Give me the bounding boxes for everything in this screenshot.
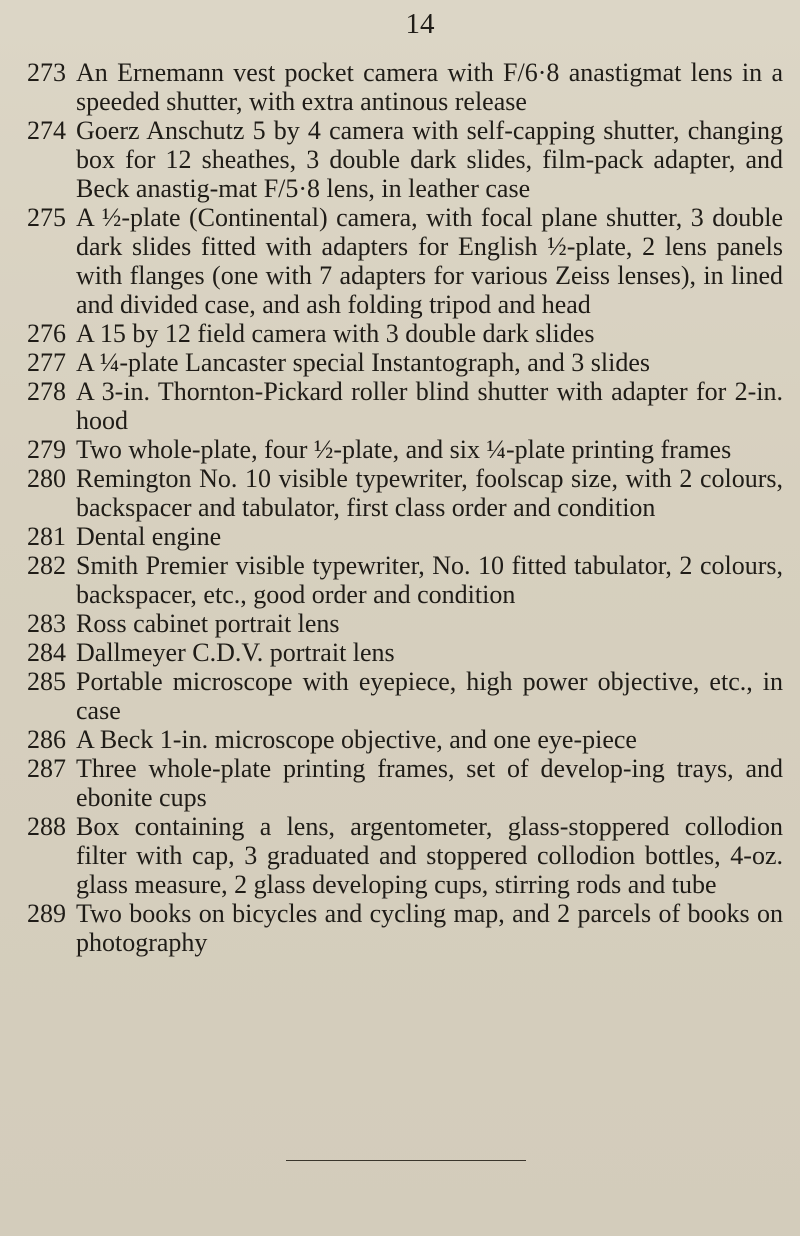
lot-number: 277 xyxy=(27,348,66,377)
lot-description: Dallmeyer C.D.V. portrait lens xyxy=(76,638,395,667)
lot-number: 282 xyxy=(27,551,66,580)
lot-number: 281 xyxy=(27,522,66,551)
lot-entry xyxy=(6,638,791,667)
lot-entry xyxy=(6,725,791,754)
lot-entry xyxy=(6,319,791,348)
lot-entry xyxy=(6,551,791,609)
lot-description: Portable microscope with eyepiece, high power objective, etc., in case xyxy=(76,667,783,725)
lot-number: 285 xyxy=(27,667,66,696)
lot-entry xyxy=(6,348,791,377)
lot-entry xyxy=(6,377,791,435)
lot-entry xyxy=(6,899,791,957)
lot-description: Two books on bicycles and cycling map, and 2 parcels of books on photography xyxy=(76,899,783,957)
lot-number: 284 xyxy=(27,638,66,667)
lot-description: Dental engine xyxy=(76,522,222,551)
lot-entry xyxy=(6,58,791,116)
lot-description: Ross cabinet portrait lens xyxy=(76,609,340,638)
lot-number: 287 xyxy=(27,754,66,783)
lot-entry xyxy=(6,812,791,899)
lot-number: 286 xyxy=(27,725,66,754)
lot-entry xyxy=(6,754,791,812)
lot-entry xyxy=(6,116,791,203)
lot-list xyxy=(6,58,791,957)
lot-number: 276 xyxy=(27,319,66,348)
lot-entry xyxy=(6,609,791,638)
lot-description: A Beck 1-in. microscope objective, and one eye-piece xyxy=(76,725,637,754)
lot-number: 278 xyxy=(27,377,66,406)
lot-description: Goerz Anschutz 5 by 4 camera with self-capping shutter, changing box for 12 sheathes, 3 double dark slides, film-pack adapter, and Beck anastig-mat F/5·8 lens, in leather case xyxy=(76,116,783,203)
lot-description: Two whole-plate, four ½-plate, and six ¼-plate printing frames xyxy=(76,435,732,464)
lot-number: 280 xyxy=(27,464,66,493)
lot-number: 274 xyxy=(27,116,66,145)
lot-entry xyxy=(6,435,791,464)
lot-description: A ½-plate (Continental) camera, with focal plane shutter, 3 double dark slides fitted with adapters for English ½-plate, 2 lens panels with flanges (one with 7 adapters for various Zeiss lenses), in lined and divided case, and ash folding tripod and head xyxy=(76,203,783,319)
lot-description: Three whole-plate printing frames, set of develop-ing trays, and ebonite cups xyxy=(76,754,783,812)
lot-description: Box containing a lens, argentometer, glass-stoppered collodion filter with cap, 3 graduated and stoppered collodion bottles, 4-oz. glass measure, 2 glass developing cups, stirring rods and tube xyxy=(76,812,783,899)
lot-description: Remington No. 10 visible typewriter, foolscap size, with 2 colours, backspacer and tabulator, first class order and condition xyxy=(76,464,783,522)
lot-number: 275 xyxy=(27,203,66,232)
lot-number: 289 xyxy=(27,899,66,928)
lot-description: A ¼-plate Lancaster special Instantograph, and 3 slides xyxy=(76,348,650,377)
closing-rule xyxy=(286,1160,526,1161)
lot-number: 279 xyxy=(27,435,66,464)
lot-number: 273 xyxy=(27,58,66,87)
lot-description: Smith Premier visible typewriter, No. 10 fitted tabulator, 2 colours, backspacer, etc., good order and condition xyxy=(76,551,783,609)
lot-entry xyxy=(6,522,791,551)
lot-number: 288 xyxy=(27,812,66,841)
lot-description: A 15 by 12 field camera with 3 double dark slides xyxy=(76,319,595,348)
lot-description: An Ernemann vest pocket camera with F/6·8 anastigmat lens in a speeded shutter, with extra antinous release xyxy=(76,58,783,116)
lot-description: A 3-in. Thornton-Pickard roller blind shutter with adapter for 2-in. hood xyxy=(76,377,783,435)
lot-entry xyxy=(6,667,791,725)
lot-number: 283 xyxy=(27,609,66,638)
lot-entry xyxy=(6,464,791,522)
lot-entry xyxy=(6,203,791,319)
page-number: 14 xyxy=(405,8,435,40)
